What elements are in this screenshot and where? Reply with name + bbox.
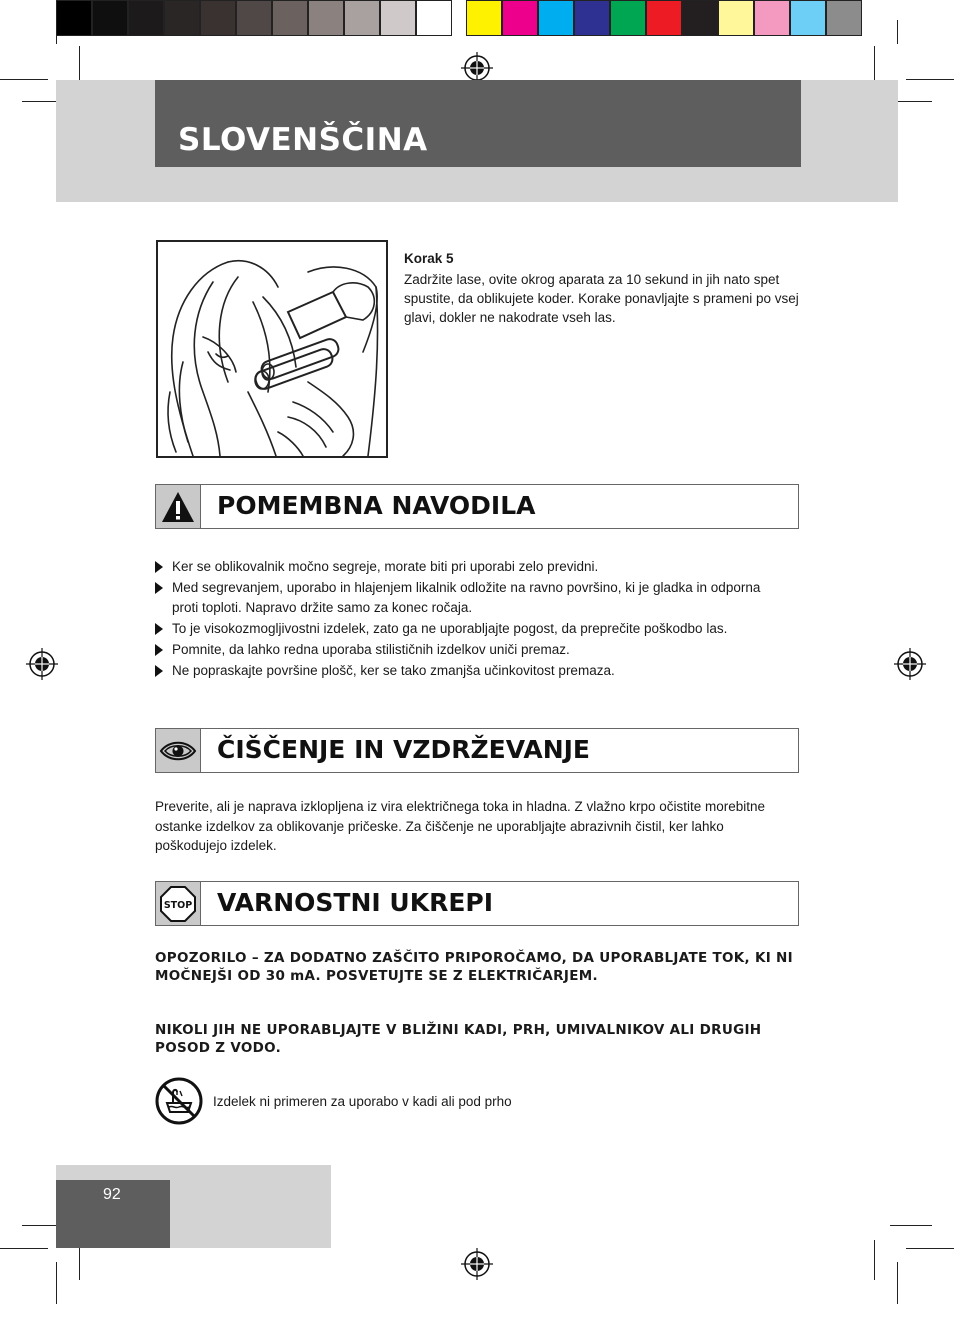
color-swatch — [272, 0, 308, 36]
crop-mark — [56, 20, 57, 44]
color-swatch — [92, 0, 128, 36]
list-item-text: Med segrevanjem, uporabo in hlajenjem likalnik odložite na ravno površino, ki je gladka in odporna proti toploti. Napravo držite samo za konec ročaja. — [172, 580, 761, 615]
section-header-cleaning — [155, 728, 799, 773]
crop-mark — [906, 79, 954, 80]
section-icon-box — [156, 882, 201, 925]
list-item-text: Pomnite, da lahko redna uporaba stilističnih izdelkov uniči premaz. — [172, 641, 570, 657]
color-swatch — [610, 0, 646, 36]
exclamation-icon — [160, 490, 196, 524]
color-swatch — [538, 0, 574, 36]
page-title: SLOVENŠČINA — [178, 122, 428, 158]
list-item — [155, 619, 775, 639]
crop-mark — [897, 1262, 898, 1304]
gray-swatch-group — [56, 0, 452, 38]
crop-mark — [897, 20, 898, 44]
registration-mark-icon — [26, 648, 58, 680]
crop-mark — [906, 1248, 954, 1249]
crop-mark — [0, 79, 48, 80]
list-item — [155, 661, 775, 681]
crop-mark — [0, 1248, 48, 1249]
step-description: Zadržite lase, ovite okrog aparata za 10 sekund in jih nato spet spustite, da oblikujete koder. Korake ponavljajte s prameni po vsej glavi, dokler ne nakodrate vseh las. — [404, 272, 799, 325]
color-swatch — [200, 0, 236, 36]
list-item — [155, 557, 775, 577]
bullet-triangle-icon — [155, 561, 163, 573]
bullet-triangle-icon — [155, 582, 163, 594]
no-bath-icon — [155, 1077, 203, 1125]
section-icon-box — [156, 485, 201, 528]
color-calibration-bar — [56, 0, 862, 38]
registration-mark-icon — [461, 1248, 493, 1280]
bullet-triangle-icon — [155, 623, 163, 635]
color-swatch — [790, 0, 826, 36]
page-number: 92 — [103, 1186, 121, 1203]
eye-icon — [159, 738, 197, 764]
color-swatch — [718, 0, 754, 36]
color-swatch — [682, 0, 718, 36]
color-swatch — [416, 0, 452, 36]
section-icon-box — [156, 729, 201, 772]
color-swatch — [308, 0, 344, 36]
list-item-text: To je visokozmogljivostni izdelek, zato ga ne uporabljajte pogost, da preprečite poškodbo las. — [172, 620, 728, 636]
warning-water: NIKOLI JIH NE UPORABLJAJTE V BLIŽINI KADI, PRH, UMIVALNIKOV ALI DRUGIH POSOD Z VODO. — [155, 1022, 762, 1056]
color-swatch — [466, 0, 502, 36]
color-swatch — [128, 0, 164, 36]
color-swatch — [380, 0, 416, 36]
color-swatch — [754, 0, 790, 36]
section-title: POMEMBNA NAVODILA — [217, 491, 536, 520]
hair-curling-illustration — [156, 240, 388, 458]
warning-current: OPOZORILO – ZA DODATNO ZAŠČITO PRIPOROČAMO, DA UPORABLJATE TOK, KI NI MOČNEJŠI OD 30 mA. POSVETUJTE SE Z ELEKTRIČARJEM. — [155, 950, 793, 984]
step-title: Korak 5 — [404, 251, 454, 266]
registration-mark-icon — [894, 648, 926, 680]
woman-curling-hair-icon — [158, 242, 386, 456]
section-header-important — [155, 484, 799, 529]
crop-mark — [890, 1225, 932, 1226]
color-swatch — [502, 0, 538, 36]
list-item — [155, 578, 775, 617]
list-item-text: Ne popraskajte površine plošč, ker se tako zmanjša učinkovitost premaza. — [172, 662, 615, 678]
stop-icon — [159, 885, 197, 923]
color-swatch — [826, 0, 862, 36]
color-swatch — [344, 0, 380, 36]
cleaning-text: Preverite, ali je naprava izklopljena iz vira električnega toka in hladna. Z vlažno krpo očistite morebitne ostanke izdelkov za oblikovanje pričeske. Za čiščenje ne uporabljajte abrazivnih čistil, ker lahko poškodujejo izdelek. — [155, 799, 766, 853]
section-title: VARNOSTNI UKREPI — [217, 888, 494, 917]
bath-warning-text: Izdelek ni primeren za uporabo v kadi ali pod prho — [213, 1094, 512, 1109]
section-header-safety — [155, 881, 799, 926]
crop-mark — [874, 1240, 875, 1280]
bullet-triangle-icon — [155, 665, 163, 677]
color-swatch — [56, 0, 92, 36]
stop-icon-label: STOP — [163, 899, 193, 911]
list-item-text: Ker se oblikovalnik močno segreje, morate biti pri uporabi zelo previdni. — [172, 559, 599, 574]
color-swatch — [236, 0, 272, 36]
important-instructions-list — [155, 557, 775, 682]
bullet-triangle-icon — [155, 644, 163, 656]
color-swatch — [646, 0, 682, 36]
color-swatch — [574, 0, 610, 36]
section-title: ČIŠČENJE IN VZDRŽEVANJE — [217, 735, 590, 764]
color-swatch-group — [466, 0, 862, 38]
color-swatch — [164, 0, 200, 36]
crop-mark — [56, 1262, 57, 1304]
list-item — [155, 640, 775, 660]
